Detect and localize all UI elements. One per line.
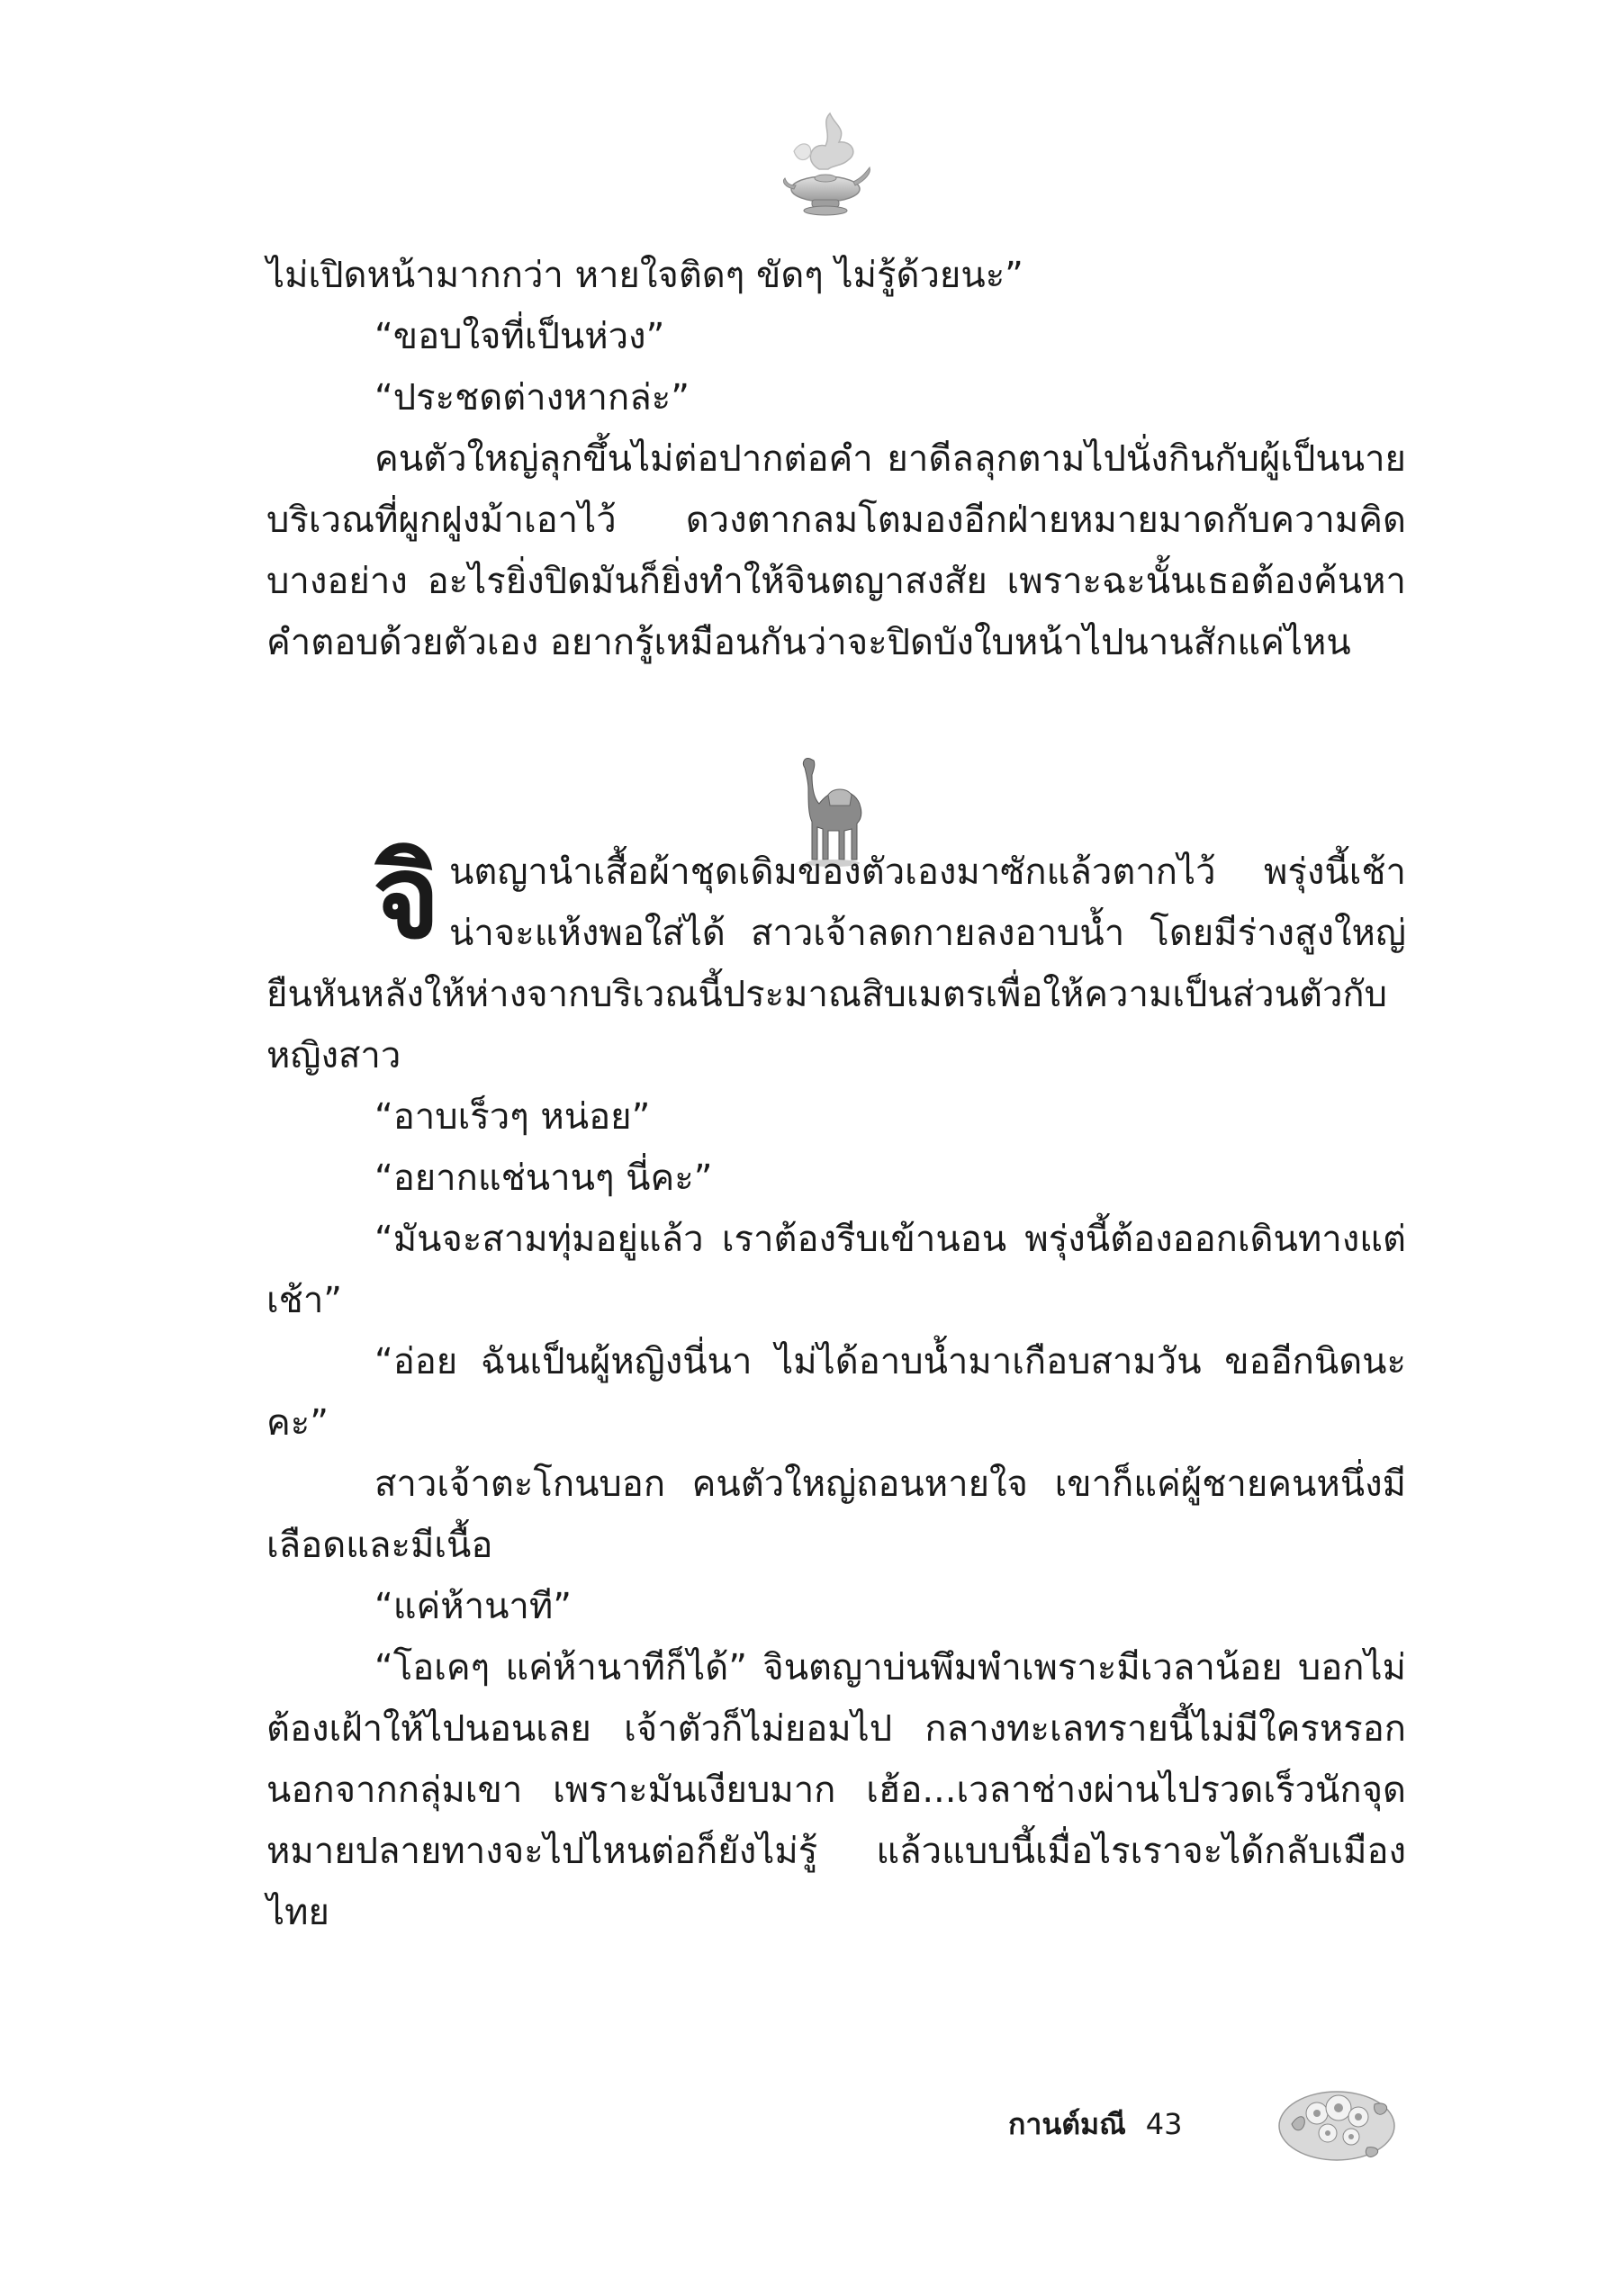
dialogue-line: “อ่อย ฉันเป็นผู้หญิงนี่นา ไม่ได้อาบน้ำมาเกือบสามวัน ขออีกนิดนะคะ” (266, 1341, 1406, 1444)
drop-cap: จิ (373, 831, 440, 965)
page-footer (1008, 2097, 1278, 2151)
flower-bouquet-icon (1274, 2061, 1400, 2169)
dialogue-line: “ประชดต่างหากล่ะ” (374, 377, 690, 419)
footer-title: กานต์มณี (1008, 2107, 1126, 2141)
paragraph-continued: ไม่เปิดหน้ามากกว่า หายใจติดๆ ขัดๆ ไม่รู้ด้วยนะ” (266, 255, 1023, 296)
opening-paragraph-text: นตญานำเสื้อผ้าชุดเดิมของตัวเองมาซักแล้วตากไว้ พรุ่งนี้เช้าน่าจะแห้งพอใส่ได้ สาวเจ้าลดกายลงอาบน้ำ โดยมีร่างสูงใหญ่ยืนหันหลังให้ห่างจากบริเวณนี้ประมาณสิบเมตรเพื่อให้ความเป็นส่วนตัวกับหญิงสาว (266, 851, 1406, 1076)
dialogue-line: “ขอบใจที่เป็นห่วง” (374, 316, 665, 357)
narrative-paragraph: สาวเจ้าตะโกนบอก คนตัวใหญ่ถอนหายใจ เขาก็แค่ผู้ชายคนหนึ่งมีเลือดและมีเนื้อ (266, 1463, 1406, 1566)
dialogue-line: “อยากแช่นานๆ นี่คะ” (374, 1157, 713, 1199)
page-number: 43 (1145, 2107, 1183, 2141)
section-1-text (266, 245, 1406, 673)
genie-lamp-icon (776, 106, 875, 223)
opening-paragraph (266, 831, 1406, 1086)
section-2-text (266, 831, 1406, 1943)
dialogue-line: “อาบเร็วๆ หน่อย” (374, 1096, 651, 1138)
dialogue-line: “แค่ห้านาที” (374, 1586, 572, 1627)
narrative-paragraph: คนตัวใหญ่ลุกขึ้นไม่ต่อปากต่อคำ ยาดีลลุกตามไปนั่งกินกับผู้เป็นนาย บริเวณที่ผูกฝูงม้าเอาไว้ ดวงตากลมโตมองอีกฝ่ายหมายมาดกับความคิดบางอย่าง อะไรยิ่งปิดมันก็ยิ่งทำให้จินตญาสงสัย เพราะฉะนั้นเธอต้องค้นหาคำตอบด้วยตัวเอง อยากรู้เหมือนกันว่าจะปิดบังใบหน้าไปนานสักแค่ไหน (266, 438, 1406, 663)
dialogue-line: “มันจะสามทุ่มอยู่แล้ว เราต้องรีบเข้านอน พรุ่งนี้ต้องออกเดินทางแต่เช้า” (266, 1219, 1406, 1321)
narrative-paragraph: “โอเคๆ แค่ห้านาทีก็ได้” จินตญาบ่นพึมพำเพราะมีเวลาน้อย บอกไม่ต้องเฝ้าให้ไปนอนเลย เจ้าตัวก็ไม่ยอมไป กลางทะเลทรายนี้ไม่มีใครหรอกนอกจากกลุ่มเขา เพราะมันเงียบมาก เฮ้อ...เวลาช่างผ่านไปรวดเร็วนักจุดหมายปลายทางจะไปไหนต่อก็ยังไม่รู้ แล้วแบบนี้เมื่อไรเราจะได้กลับเมืองไทย (266, 1647, 1406, 1933)
